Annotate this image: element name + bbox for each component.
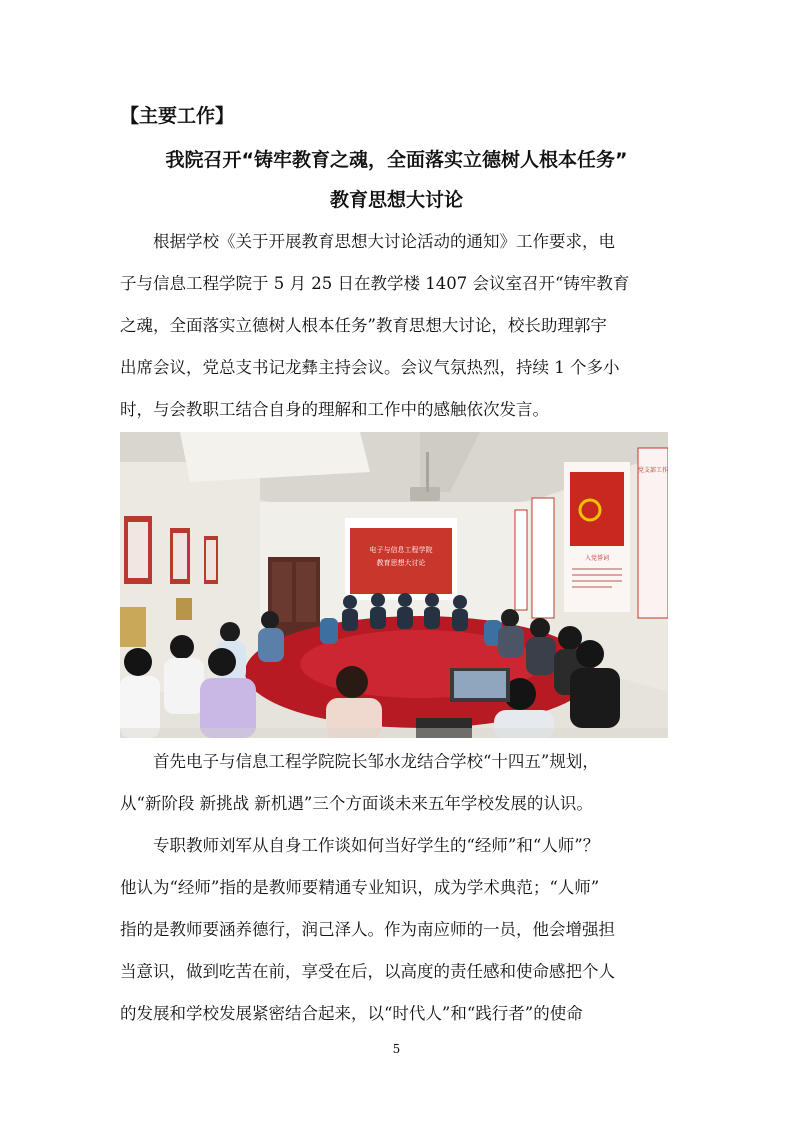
text-line: 当意识，做到吃苦在前，享受在后，以高度的责任感和使命感把个人 — [120, 962, 615, 981]
poster-title: 入党誓词 — [584, 555, 610, 562]
screen-text-1: 电子与信息工程学院 — [369, 546, 433, 554]
meeting-photo — [120, 432, 668, 738]
text-line: 子与信息工程学院于 5 月 25 日在教学楼 1407 会议室召开“铸牢教育 — [120, 274, 630, 293]
text-line: 专职教师刘军从自身工作谈如何当好学生的“经师”和“人师”？ — [120, 836, 600, 855]
text-line: 时，与会教职工结合自身的理解和工作中的感触依次发言。 — [120, 400, 549, 419]
section-label: 【主要工作】 — [120, 105, 235, 127]
text-line: 指的是教师要涵养德行，润己泽人。作为南应师的一员，他会增强担 — [120, 920, 615, 939]
screen-text-2: 教育思想大讨论 — [376, 559, 426, 567]
text-line: 从“新阶段 新挑战 新机遇”三个方面谈未来五年学校发展的认识。 — [120, 794, 593, 813]
text-line: 首先电子与信息工程学院院长邹水龙结合学校“十四五”规划， — [120, 752, 599, 771]
paragraph-dean — [120, 741, 673, 825]
text-line: 的发展和学校发展紧密结合起来，以“时代人”和“践行者”的使命 — [120, 1004, 583, 1023]
article-title-line-1: 我院召开“铸牢教育之魂，全面落实立德树人根本任务” — [165, 149, 628, 171]
article-title-line-2: 教育思想大讨论 — [329, 189, 463, 211]
paragraph-teacher — [120, 825, 673, 1035]
text-line: 他认为“经师”指的是教师要精通专业知识，成为学术典范；“人师” — [120, 878, 600, 897]
text-line: 之魂，全面落实立德树人根本任务”教育思想大讨论，校长助理郭宇 — [120, 316, 607, 335]
side-banner: 党支部工作 — [637, 467, 668, 474]
page-number: 5 — [392, 1042, 401, 1056]
paragraph-intro — [120, 221, 673, 431]
text-line: 出席会议，党总支书记龙彝主持会议。会议气氛热烈，持续 1 个多小 — [120, 358, 620, 377]
text-line: 根据学校《关于开展教育思想大讨论活动的通知》工作要求，电 — [120, 232, 615, 251]
